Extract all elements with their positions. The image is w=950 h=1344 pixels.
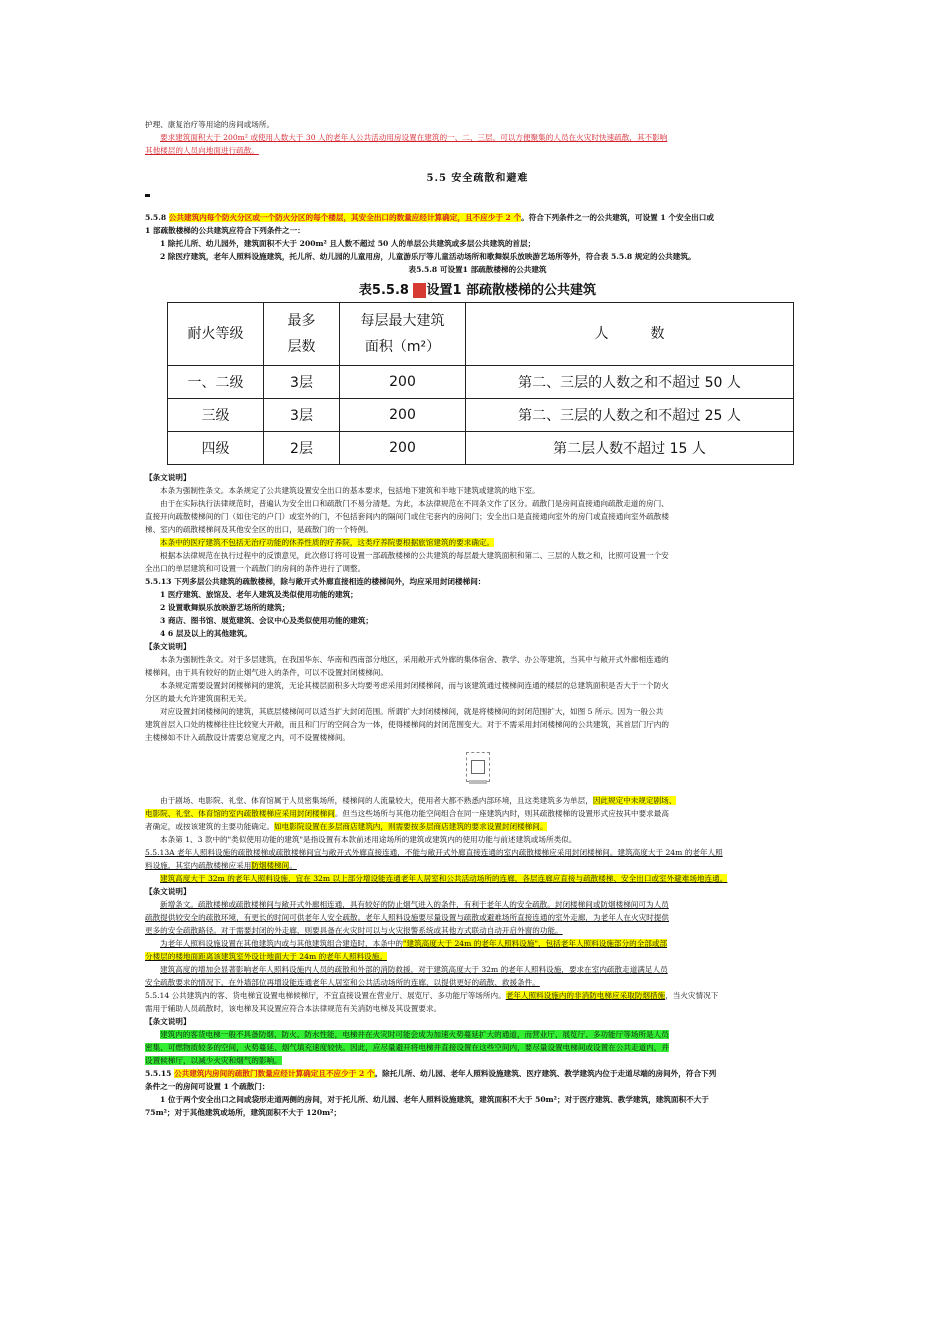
table-row xyxy=(168,399,794,432)
header-max-area xyxy=(340,303,466,366)
explanation-text: 建筑首层入口处的楼梯往往比较宽大开敞，而且和门厅的空间合为一体，使得楼梯间的封闭范围变大。对于不需采用封闭楼梯间的公共建筑，其首层门厅内的 xyxy=(145,720,669,729)
clause-highlight: 公共建筑内每个防火分区或一个防火分区的每个楼层，其安全出口的数量应经计算确定，且不应少于 2 个 xyxy=(168,213,522,222)
cell-grade: 一、二级 xyxy=(168,366,264,399)
stair-diagram-figure xyxy=(463,750,493,786)
table-caption-post: 设置1 部疏散楼梯的公共建筑 xyxy=(426,283,597,298)
explanation-label: 【条文说明】 xyxy=(145,642,191,651)
intro-line-1: 护理、康复治疗等用途的房间或场所。 xyxy=(145,120,275,129)
explanation-text xyxy=(145,1054,810,1067)
cell-grade: 四级 xyxy=(168,432,264,465)
explanation-text: 直接开向疏散楼梯间的门（如住宅的户门）或室外的门，不包括套间内的隔间门或住宅套内的房间门；安全出口是直接通向室外的房门或直接通向室外疏散楼 xyxy=(145,512,669,521)
clause-5-5-8-item-2: 2 除医疗建筑，老年人照料设施建筑，托儿所、幼儿园的儿童用房，儿童游乐厅等儿童活动场所和歌舞娱乐放映游艺场所等外，符合表 5.5.8 规定的公共建筑。 xyxy=(160,252,696,261)
document-page xyxy=(145,118,810,1119)
clause-5-5-13a: 5.5.13A 老年人照料设施的疏散楼梯或疏散楼梯间宜与敞开式外廊直接连通，不能与敞开式外廊直接连通的室内疏散楼梯应采用封闭楼梯间。建筑高度大于 24m 的老年人照 xyxy=(145,848,723,857)
highlighted-text: 如电影院设置在多层商店建筑内，则需要按多层商店建筑的要求设置封闭楼梯间。 xyxy=(274,822,548,831)
explanation-text xyxy=(145,937,810,950)
intro-line-3: 其他楼层的人员向地面进行疏散。 xyxy=(145,146,259,155)
explanation-text: 新增条文。疏散楼梯或疏散楼梯间与敞开式外廊相连通，具有较好的防止烟气进入的条件，有利于老年人的安全疏散。封闭楼梯间或防烟楼梯间可为人员 xyxy=(160,900,669,909)
header-max-area-b: 面积（m²） xyxy=(364,339,441,355)
explanation-text: 本条第 1、3 款中的"类似使用功能的建筑"是指设置有本款前述用途场所的建筑或建筑内的使用功能与前述建筑或场所类似。 xyxy=(160,835,577,844)
header-fire-rating: 耐火等级 xyxy=(168,303,264,366)
explanation-label: 【条文说明】 xyxy=(145,887,191,896)
header-people: 人 数 xyxy=(466,303,794,366)
explanation-text: 疏散提供较安全的疏散环境，有更长的时间可供老年人安全疏散。老年人照料设施要尽量设置与疏散或避难场所直接连通的室外走廊，为老年人在火灾时提供 xyxy=(145,913,669,922)
intro-line-2: 要求建筑面积大于 200m² 或使用人数大于 30 人的老年人公共活动用房设置在建筑的一、二、三层，可以方便聚集的人员在火灾时快速疏散，其不影响 xyxy=(160,133,668,142)
text-run: 。但当这些场所与其他功能空间组合在同一座建筑内时，则其疏散楼梯的设置形式应按其中要求最高 xyxy=(334,809,669,818)
clause-5-5-15-item-1: 1 位于两个安全出口之间或袋形走道两侧的房间，对于托儿所、幼儿园、老年人照料设施建筑，建筑面积不大于 50m²；对于医疗建筑、教学建筑，建筑面积不大于 xyxy=(160,1095,709,1104)
clause-5-5-8 xyxy=(145,211,810,224)
clause-number: 5.5.8 xyxy=(145,213,167,222)
table-row xyxy=(168,432,794,465)
highlighted-text: 本条中的医疗建筑不包括无治疗功能的休养性质的疗养院，这类疗养院要根据旅馆建筑的要求确定。 xyxy=(160,538,495,547)
text-run: 为老年人照料设施设置在其他建筑内或与其他建筑组合建造时，本条中的 xyxy=(160,939,403,948)
explanation-text: 梯、室内的疏散楼梯间及其他安全区的出口，是疏散门的一个特例。 xyxy=(145,525,373,534)
text-run: 由于剧场、电影院、礼堂、体育馆属于人员密集场所，楼梯间的人流量较大，使用者大都不熟悉内部环境，且这类建筑多为单层， xyxy=(160,796,593,805)
highlighted-text: 密集、可燃物质较多的空间，火势蔓延、烟气填充速度较快。因此，应尽量避开将电梯井直接设置在这些空间内，要尽量设置电梯间或设置在公共走道内，并 xyxy=(145,1043,669,1052)
clause-5-5-14-line-2: 需用于辅助人员疏散时，该电梯及其设置应符合本法律规范有关消防电梯及其设置要求。 xyxy=(145,1004,442,1013)
clause-5-5-8-line-2: 1 部疏散楼梯的公共建筑应符合下列条件之一： xyxy=(145,226,305,235)
cell-people: 第二、三层的人数之和不超过 25 人 xyxy=(466,399,794,432)
explanation-text xyxy=(145,820,810,833)
header-max-area-a: 每层最大建筑 xyxy=(360,313,445,329)
highlighted-text: 建筑内的客货电梯一般不具备防烟、防火、防水性能，电梯井在火灾时可能会成为加速火势蔓延扩大的通道，而营业厅、展览厅、多功能厅等场所是人员 xyxy=(160,1030,669,1039)
table-caption-big xyxy=(145,279,810,298)
clause-5-5-8-item-1: 1 除托儿所、幼儿园外，建筑面积不大于 200m² 且人数不超过 50 人的单层公共建筑或多层公共建筑的首层； xyxy=(160,239,536,248)
explanation-text xyxy=(145,1028,810,1041)
header-max-floors-b: 层数 xyxy=(287,339,316,355)
stair-diagram-core xyxy=(471,760,485,774)
header-max-floors-a: 最多 xyxy=(287,313,316,329)
explanation-text xyxy=(145,1041,810,1054)
highlighted-text: 分楼层的楼地面距离该建筑室外设计地面大于 24m 的老年人照料设施。 xyxy=(145,952,387,961)
explanation-text: 全出口的单层建筑和可设置一个疏散门的房间的条件进行了调整。 xyxy=(145,564,366,573)
cell-floors: 3层 xyxy=(264,399,340,432)
table-caption-pre: 表5.5.8 xyxy=(358,283,414,298)
cell-floors: 3层 xyxy=(264,366,340,399)
explanation-text xyxy=(145,950,810,963)
clause-5-5-15-line-2: 条件之一的房间可设置 1 个疏散门： xyxy=(145,1082,270,1091)
section-title: 5.5 安全疏散和避难 xyxy=(426,173,529,184)
cell-area: 200 xyxy=(340,366,466,399)
explanation-text: 楼梯间，由于具有较好的防止烟气进入的条件，可以不设置封闭楼梯间。 xyxy=(145,668,388,677)
clause-5-5-13a-line-3 xyxy=(145,872,810,885)
table-header-row xyxy=(168,303,794,366)
highlighted-text: "建筑高度大于 24m 的老年人照料设施"，包括老年人照料设施部分的全部或部 xyxy=(403,939,668,948)
cell-area: 200 xyxy=(340,432,466,465)
section-marker xyxy=(145,194,150,197)
clause-5-5-15-item-1-cont: 75m²；对于其他建筑或场所，建筑面积不大于 120m²； xyxy=(145,1108,342,1117)
text-run: 5.5.14 公共建筑内的客、货电梯宜设置电梯候梯厅，不宜直接设置在营业厅、展览厅、多功能厅等场所内。 xyxy=(145,991,506,1000)
cell-people: 第二层人数不超过 15 人 xyxy=(466,432,794,465)
explanation-label: 【条文说明】 xyxy=(145,1017,191,1026)
explanation-text: 本条规定需要设置封闭楼梯间的建筑，无论其楼层面积多大均要考虑采用封闭楼梯间，而与该建筑通过楼梯间连通的楼层的总建筑面积是否大于一个防火 xyxy=(160,681,669,690)
stair-diagram-base xyxy=(469,780,487,784)
clause-item: 3 商店、图书馆、展览建筑、会议中心及类似使用功能的建筑； xyxy=(160,616,373,625)
explanation-text xyxy=(145,536,810,549)
table-caption-mark: 可 xyxy=(413,283,427,298)
clause-number: 5.5.15 xyxy=(145,1069,172,1078)
clause-5-5-13: 5.5.13 下列多层公共建筑的疏散楼梯，除与敞开式外廊直接相连的楼梯间外，均应采用封闭楼梯间： xyxy=(145,577,486,586)
clause-text: 。符合下列条件之一的公共建筑，可设置 1 个安全出口或 xyxy=(521,213,714,222)
clause-5-5-15 xyxy=(145,1067,810,1080)
explanation-text: 由于在实际执行法律规范时，普遍认为安全出口和疏散门不易分清楚。为此，本法律规范在不同条文作了区分。疏散门是房间直接通向疏散走道的房门、 xyxy=(160,499,669,508)
cell-people: 第二、三层的人数之和不超过 50 人 xyxy=(466,366,794,399)
text-run: 料设施，其室内疏散楼梯应采用 xyxy=(145,861,252,870)
text-run: 者确定，或按该建筑的主要功能确定。 xyxy=(145,822,275,831)
explanation-text: 建筑高度的增加会显著影响老年人照料设施内人员的疏散和外部的消防救援，对于建筑高度大于 32m 的老年人照料设施，要求在室内疏散走道满足人员 xyxy=(160,965,668,974)
clause-item: 1 医疗建筑、旅馆及、老年人建筑及类似使用功能的建筑； xyxy=(160,590,358,599)
highlighted-text: 设置候梯厅，以减少火灾和烟气的影响。 xyxy=(145,1056,282,1065)
clause-5-5-13a-line-2 xyxy=(145,859,810,872)
cell-grade: 三级 xyxy=(168,399,264,432)
highlighted-text: 因此规定中未规定剧场、 xyxy=(592,796,677,805)
clause-item: 4 6 层及以上的其他建筑。 xyxy=(160,629,252,638)
highlighted-text: 建筑高度大于 32m 的老年人照料设施，宜在 32m 以上部分增设能连通老年人居室和公共活动场所的连廊，各层连廊应直接与疏散楼梯、安全出口或室外避难场地连通。 xyxy=(160,874,728,883)
highlighted-text: 电影院、礼堂、体育馆的室内疏散楼梯应采用封闭楼梯间 xyxy=(145,809,335,818)
explanation-text: 根据本法律规范在执行过程中的反馈意见，此次修订将可设置一部疏散楼梯的公共建筑的每层最大建筑面积和第二、三层的人数之和，比照可设置一个安 xyxy=(160,551,669,560)
clause-item: 2 设置歌舞娱乐放映游艺场所的建筑； xyxy=(160,603,290,612)
highlighted-text: 老年人照料设施内的非消防电梯应采取防烟措施 xyxy=(505,991,666,1000)
explanation-text: 本条为强制性条文。本条规定了公共建筑设置安全出口的基本要求，包括地下建筑和半地下建筑或建筑的地下室。 xyxy=(160,486,540,495)
cell-floors: 2层 xyxy=(264,432,340,465)
explanation-label: 【条文说明】 xyxy=(145,473,191,482)
explanation-text: 主楼梯如不计入疏散设计需要总宽度之内，可不设置楼梯间。 xyxy=(145,733,351,742)
explanation-text: 本条为强制性条文。对于多层建筑，在我国华东、华南和西南部分地区，采用敞开式外廊的集体宿舍、教学、办公等建筑，当其中与敞开式外廊相连通的 xyxy=(160,655,669,664)
clause-highlight: 公共建筑内房间的疏散门数量应经计算确定且不应少于 2 个 xyxy=(174,1069,375,1078)
explanation-text: 更多的安全疏散路径。对于需要封闭的外走廊，则要具备在火灾时可以与火灾报警系统或其他方式联动自动开启外窗的功能。 xyxy=(145,926,563,935)
explanation-text: 分区的最大允许建筑面积无关。 xyxy=(145,694,252,703)
clause-text: 。除托儿所、幼儿园、老年人照料设施建筑、医疗建筑、教学建筑内位于走道尽端的房间外，符合下列 xyxy=(374,1069,717,1078)
table-caption-small: 表5.5.8 可设置1 部疏散楼梯的公共建筑 xyxy=(408,265,547,274)
highlighted-text: 防烟楼梯间 xyxy=(251,861,290,870)
explanation-text: 安全疏散要求的情况下，在外墙部位再增设能连通老年人居室和公共活动场所的连廊，以提供更好的疏散、救援条件。 xyxy=(145,978,540,987)
header-max-floors xyxy=(264,303,340,366)
explanation-text xyxy=(145,794,810,807)
text-run: ，当火灾情况下 xyxy=(665,991,719,1000)
cell-area: 200 xyxy=(340,399,466,432)
table-row xyxy=(168,366,794,399)
clause-5-5-14 xyxy=(145,989,810,1002)
text-run: 。 xyxy=(289,861,297,870)
explanation-text xyxy=(145,807,810,820)
explanation-text: 对应设置封闭楼梯间的建筑，其底层楼梯间可以适当扩大封闭范围。所谓扩大封闭楼梯间，就是将楼梯间的封闭范围扩大，如图 5 所示。因为一般公共 xyxy=(160,707,664,716)
spec-table xyxy=(167,302,794,465)
